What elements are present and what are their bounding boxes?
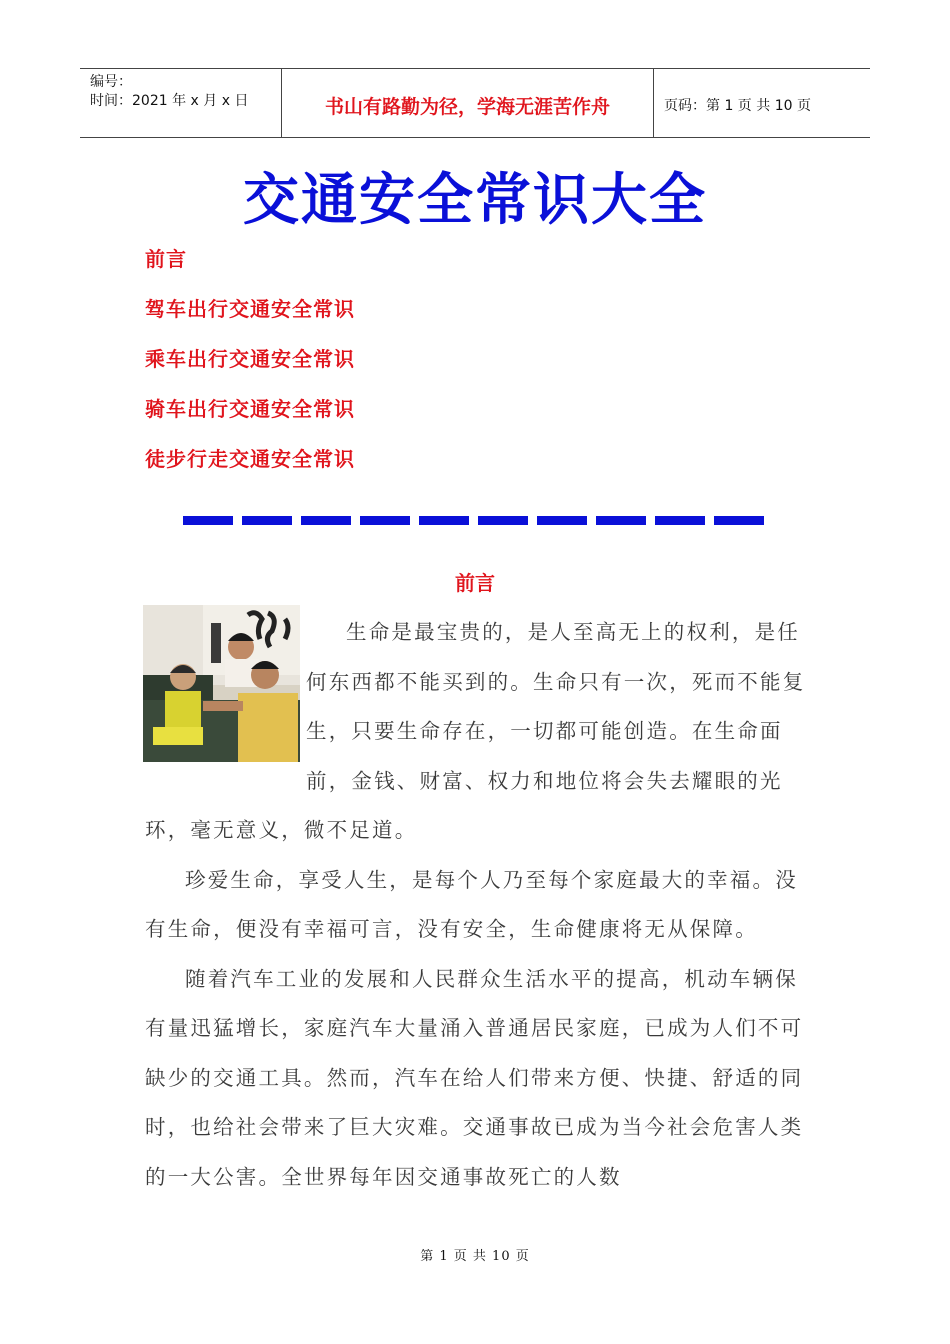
page-info: 页码：第 1 页 共 10 页 [664, 98, 811, 114]
blue-dash-divider [183, 516, 773, 525]
number-label: 编号： [90, 74, 132, 90]
paragraph: 珍爱生命，享受人生，是每个人乃至每个家庭最大的幸福。没有生命，便没有幸福可言，没有安全，生命健康将无从保障。 [145, 867, 798, 941]
header-page-cell [654, 69, 870, 137]
divider-dash [242, 516, 292, 525]
document-title: 交通安全常识大全 [243, 168, 707, 233]
header-meta-cell [80, 69, 281, 137]
header-motto-cell [281, 69, 654, 137]
table-of-contents [145, 244, 355, 494]
divider-dash [714, 516, 764, 525]
divider-dash [596, 516, 646, 525]
page-footer: 第 1 页 共 10 页 [420, 1249, 530, 1264]
time-label: 时间：2021 年 x 月 x 日 [90, 93, 249, 109]
divider-dash [537, 516, 587, 525]
divider-dash [183, 516, 233, 525]
divider-dash [301, 516, 351, 525]
divider-dash [655, 516, 705, 525]
section-heading-preface: 前言 [455, 571, 495, 595]
toc-item-cycling[interactable]: 骑车出行交通安全常识 [145, 397, 355, 421]
toc-item-riding-passenger[interactable]: 乘车出行交通安全常识 [145, 347, 355, 371]
toc-item-preface[interactable]: 前言 [145, 247, 187, 271]
toc-item-walking[interactable]: 徒步行走交通安全常识 [145, 447, 355, 471]
photo-spacer [145, 608, 302, 802]
body-text [145, 608, 810, 1202]
header-table [80, 68, 870, 138]
paragraph: 生命是最宝贵的，是人至高无上的权利，是任何东西都不能买到的。生命只有一次，死而不能复生，只要生命存在，一切都可能创造。在生命面前，金钱、财富、权力和地位将会失去耀眼的光环，毫无意义，微不足道。 [145, 620, 806, 842]
divider-dash [360, 516, 410, 525]
toc-item-driving[interactable]: 驾车出行交通安全常识 [145, 297, 355, 321]
divider-dash [478, 516, 528, 525]
motto-text: 书山有路勤为径，学海无涯苦作舟 [324, 95, 610, 118]
divider-dash [419, 516, 469, 525]
paragraph: 随着汽车工业的发展和人民群众生活水平的提高，机动车辆保有量迅猛增长，家庭汽车大量涌入普通居民家庭，已成为人们不可缺少的交通工具。然而，汽车在给人们带来方便、快捷、舒适的同时，也给社会带来了巨大灾难。交通事故已成为当今社会危害人类的一大公害。全世界每年因交通事故死亡的人数 [145, 966, 804, 1189]
